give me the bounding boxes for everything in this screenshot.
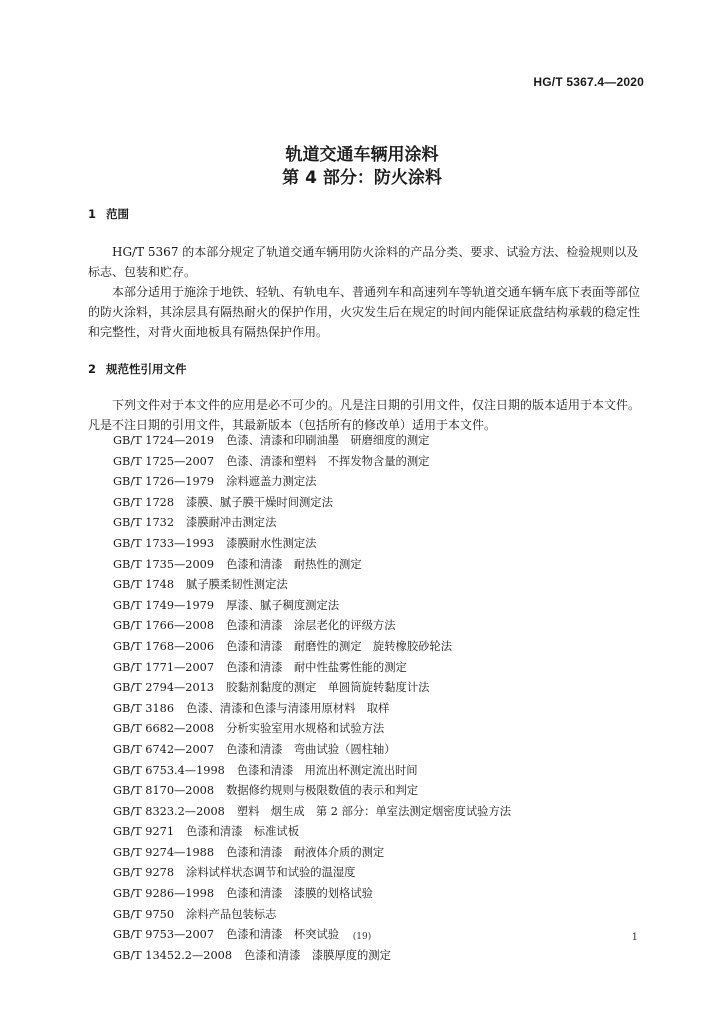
reference-code: GB/T 9278: [113, 866, 175, 880]
normative-reference-list: [113, 431, 511, 966]
reference-item: [113, 719, 511, 740]
section-1-heading: [88, 206, 129, 222]
reference-title: 色漆和清漆 耐热性的测定: [226, 557, 362, 571]
section-number: 1: [88, 207, 97, 221]
paragraph-text: 本部分适用于施涂于地铁、轻轨、有轨电车、普通列车和高速列车等轨道交通车辆车底下表面等部位的防火涂料，其涂层具有隔热耐火的保护作用，火灾发生后在规定的时间内能保证底盘结构承载的稳定性和完整性，对背火面地板具有隔热保护作用。: [88, 285, 641, 339]
reference-title: 涂料试样状态调节和试验的温湿度: [186, 866, 356, 880]
reference-title: 色漆、清漆和印刷油墨 研磨细度的测定: [226, 434, 430, 447]
reference-code: GB/T 1728: [113, 495, 175, 509]
section-number: 2: [88, 362, 97, 376]
reference-item: [113, 699, 511, 720]
reference-item: [113, 513, 511, 534]
reference-title: 塑料 烟生成 第 2 部分：单室法测定烟密度试验方法: [236, 804, 512, 818]
reference-title: 数据修约规则与极限数值的表示和判定: [226, 784, 419, 798]
reference-item: [113, 946, 511, 967]
reference-item: [113, 884, 511, 905]
reference-title: 色漆和清漆 涂层老化的评级方法: [226, 619, 396, 633]
standard-code: HG/T 5367.4—2020: [533, 75, 644, 89]
reference-title: 色漆和清漆 漆膜的划格试验: [226, 887, 373, 901]
reference-code: GB/T 1732: [113, 516, 175, 530]
reference-item: [113, 843, 511, 864]
reference-item: [113, 555, 511, 576]
reference-item: [113, 678, 511, 699]
reference-item: [113, 740, 511, 761]
reference-title: 分析实验室用水规格和试验方法: [226, 722, 385, 736]
reference-code: GB/T 1771—2007: [113, 660, 215, 674]
reference-code: GB/T 6742—2007: [113, 742, 215, 756]
reference-code: GB/T 8323.2—2008: [113, 804, 225, 818]
reference-title: 厚漆、腻子稠度测定法: [226, 598, 340, 612]
reference-code: GB/T 9753—2007: [113, 928, 215, 942]
section-title: 规范性引用文件: [106, 362, 187, 376]
reference-code: GB/T 6753.4—1998: [113, 763, 225, 777]
reference-title: 色漆和清漆 耐中性盐雾性能的测定: [226, 660, 407, 674]
reference-title: 色漆和清漆 用流出杯测定流出时间: [236, 763, 418, 777]
reference-code: GB/T 1735—2009: [113, 557, 215, 571]
reference-code: GB/T 1733—1993: [113, 536, 215, 550]
reference-item: [113, 616, 511, 637]
reference-code: GB/T 8170—2008: [113, 784, 215, 798]
reference-title: 涂料遮盖力测定法: [226, 475, 317, 489]
reference-title: 漆膜、腻子膜干燥时间测定法: [186, 495, 333, 509]
reference-title: 漆膜耐水性测定法: [226, 536, 317, 550]
paragraph-text: HG/T 5367 的本部分规定了轨道交通车辆用防火涂料的产品分类、要求、试验方法、检验规则以及标志、包装和贮存。: [88, 245, 639, 279]
reference-item: [113, 534, 511, 555]
reference-code: GB/T 1749—1979: [113, 598, 215, 612]
reference-item: [113, 761, 511, 782]
reference-code: GB/T 2794—2013: [113, 681, 215, 695]
reference-item: [113, 493, 511, 514]
reference-title: 腻子膜柔韧性测定法: [186, 578, 288, 592]
section-title: 范围: [106, 207, 129, 221]
reference-title: 色漆和清漆 杯突试验: [226, 928, 340, 942]
reference-code: GB/T 1768—2006: [113, 639, 215, 653]
reference-item: [113, 905, 511, 926]
reference-code: GB/T 9271: [113, 825, 175, 839]
reference-code: GB/T 1725—2007: [113, 454, 215, 468]
reference-title: 色漆和清漆 耐液体介质的测定: [226, 845, 385, 859]
reference-item: [113, 431, 511, 452]
reference-code: GB/T 1766—2008: [113, 619, 215, 633]
reference-title: 色漆、清漆和色漆与清漆用原材料 取样: [186, 701, 390, 715]
reference-item: [113, 596, 511, 617]
document-subtitle: 第 4 部分：防火涂料: [282, 168, 442, 188]
reference-code: GB/T 9286—1998: [113, 887, 215, 901]
reference-code: GB/T 9274—1988: [113, 845, 215, 859]
reference-item: [113, 802, 511, 823]
section-2-heading: [88, 361, 187, 377]
page-number: 1: [631, 932, 638, 943]
reference-item: [113, 863, 511, 884]
reference-title: 色漆和清漆 耐磨性的测定 旋转橡胶砂轮法: [226, 639, 453, 653]
reference-code: GB/T 3186: [113, 701, 175, 715]
reference-code: GB/T 1724—2019: [113, 434, 215, 447]
reference-title: 色漆、清漆和塑料 不挥发物含量的测定: [226, 454, 430, 468]
reference-item: [113, 781, 511, 802]
reference-title: 色漆和清漆 弯曲试验（圆柱轴）: [226, 742, 396, 756]
reference-code: GB/T 1748: [113, 578, 175, 592]
normative-intro-paragraph: [88, 395, 648, 435]
page-label: (19): [352, 932, 372, 942]
reference-title: 色漆和清漆 标准试板: [186, 825, 299, 839]
reference-code: GB/T 6682—2008: [113, 722, 215, 736]
reference-code: GB/T 13452.2—2008: [113, 948, 233, 962]
scope-paragraph-1: [88, 242, 648, 282]
reference-code: GB/T 1726—1979: [113, 475, 215, 489]
reference-item: [113, 658, 511, 679]
reference-title: 涂料产品包装标志: [186, 907, 277, 921]
reference-item: [113, 822, 511, 843]
document-title: 轨道交通车辆用涂料: [285, 145, 439, 165]
reference-title: 色漆和清漆 漆膜厚度的测定: [244, 948, 391, 962]
reference-item: [113, 452, 511, 473]
paragraph-text: 下列文件对于本文件的应用是必不可少的。凡是注日期的引用文件，仅注日期的版本适用于本文件。凡是不注日期的引用文件，其最新版本（包括所有的修改单）适用于本文件。: [88, 398, 641, 432]
reference-item: [113, 637, 511, 658]
reference-item: [113, 472, 511, 493]
reference-title: 漆膜耐冲击测定法: [186, 516, 277, 530]
reference-code: GB/T 9750: [113, 907, 175, 921]
scope-paragraph-2: [88, 282, 648, 342]
reference-item: [113, 575, 511, 596]
reference-title: 胶黏剂黏度的测定 单圆筒旋转黏度计法: [226, 681, 430, 695]
